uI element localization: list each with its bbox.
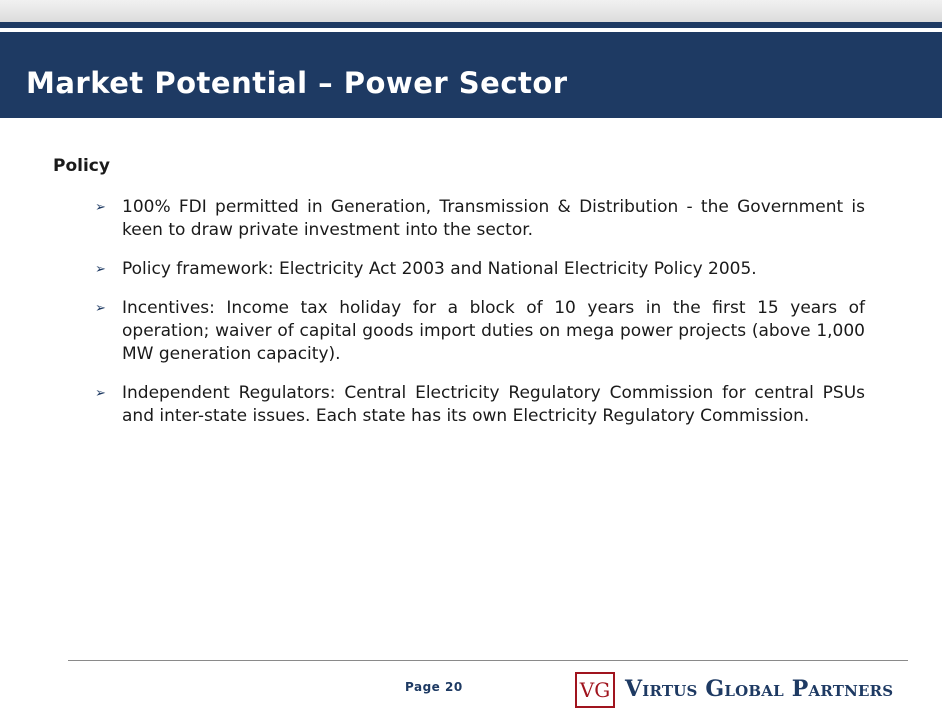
bullet-item — [95, 382, 865, 428]
bullet-item — [95, 297, 865, 366]
firm-name: Virtus Global Partners — [625, 676, 894, 702]
arrow-bullet-icon: ➢ — [95, 386, 106, 401]
page-number: Page 20 — [405, 680, 463, 694]
vg-logo-icon — [575, 672, 615, 708]
bullet-item — [95, 196, 865, 242]
bullet-text: Incentives: Income tax holiday for a block of 10 years in the first 15 years of operation; waiver of capital goods import duties on mega power projects (above 1,000 MW generation capacity). — [122, 298, 865, 364]
bullet-item — [95, 258, 865, 281]
bullet-list — [95, 196, 865, 444]
bullet-text: Independent Regulators: Central Electricity Regulatory Commission for central PSUs and inter-state issues. Each state has its own Electricity Regulatory Commission. — [122, 383, 865, 426]
logo-mark: VG — [579, 678, 611, 702]
arrow-bullet-icon: ➢ — [95, 200, 106, 215]
arrow-bullet-icon: ➢ — [95, 262, 106, 277]
arrow-bullet-icon: ➢ — [95, 301, 106, 316]
bullet-text: Policy framework: Electricity Act 2003 and National Electricity Policy 2005. — [122, 259, 757, 279]
title-bar — [0, 32, 942, 118]
footer-divider — [68, 660, 908, 661]
top-gradient-band — [0, 0, 942, 22]
slide-title: Market Potential – Power Sector — [26, 66, 568, 100]
section-heading: Policy — [53, 156, 110, 176]
bullet-text: 100% FDI permitted in Generation, Transmission & Distribution - the Government is keen to draw private investment into the sector. — [122, 197, 865, 240]
